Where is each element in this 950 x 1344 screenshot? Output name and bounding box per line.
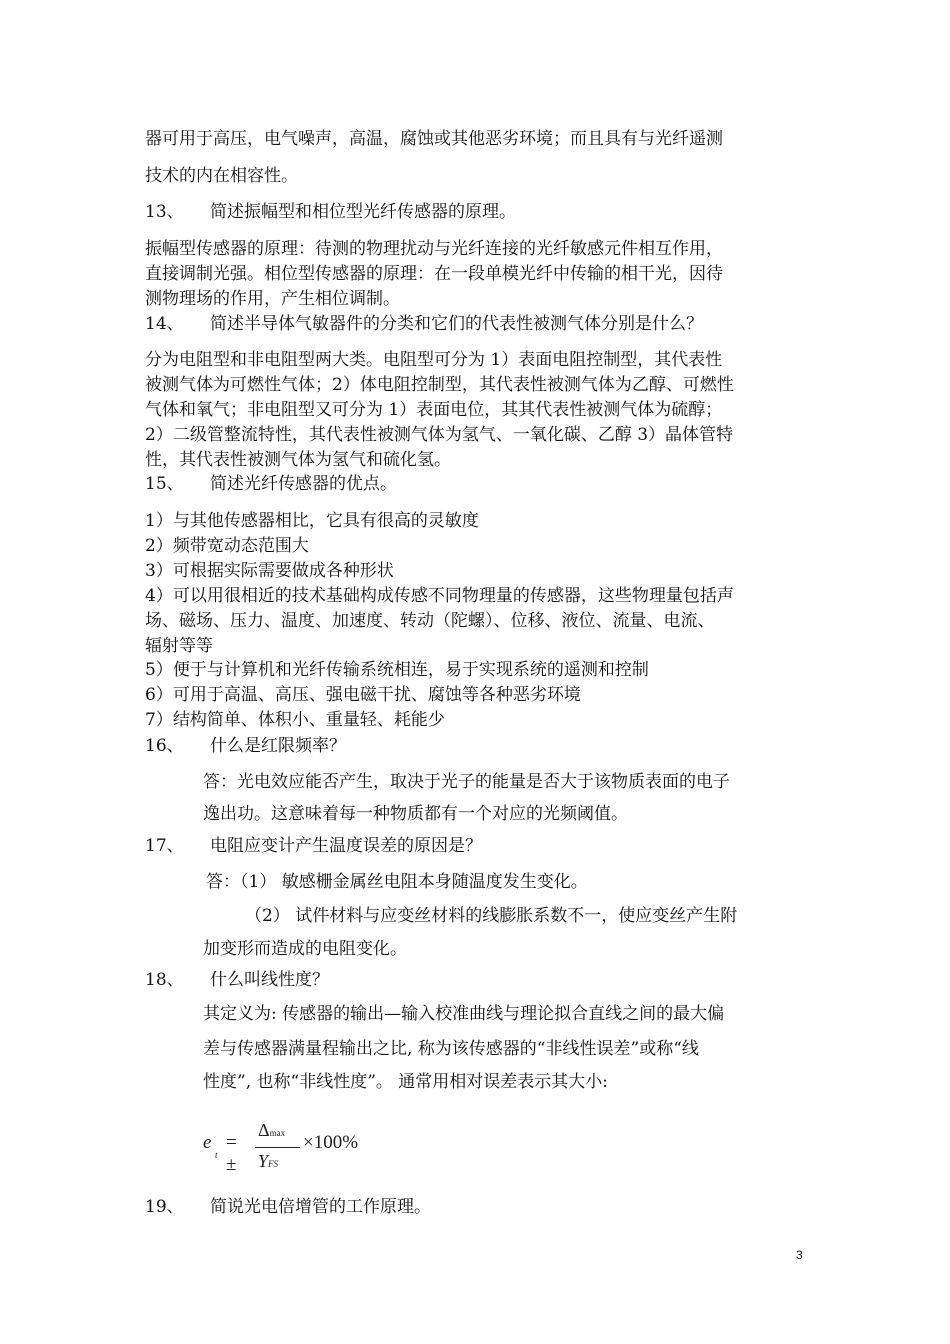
formula-delta: Δ [258, 1120, 270, 1140]
question-text: 简述半导体气敏器件的分类和它们的代表性被测气体分别是什么？ [210, 314, 703, 334]
question-number: 14、 [145, 314, 184, 334]
question-text: 简述振幅型和相位型光纤传感器的原理。 [210, 202, 516, 222]
answer-line: 性度”, 也称“非线性度”。 通常用相对误差表示其大小: [203, 1072, 609, 1092]
answer-line: 振幅型传感器的原理：待测的物理扰动与光纤连接的光纤敏感元件相互作用， [145, 239, 723, 259]
question-13 [145, 200, 516, 225]
question-text: 什么是红限频率？ [210, 736, 346, 756]
answer-line: 差与传感器满量程输出之比, 称为该传感器的“非线性误差”或称“线 [203, 1039, 699, 1059]
question-text: 电阻应变计产生温度误差的原因是？ [210, 836, 482, 856]
answer-line: 2）二级管整流特性，其代表性被测气体为氢气、一氧化碳、乙醇 3）晶体管特 [145, 425, 734, 445]
question-14 [145, 312, 703, 337]
answer-line: 加变形而造成的电阻变化。 [203, 939, 407, 959]
formula-times-100: ×100% [303, 1132, 359, 1153]
formula-subscript-t: t [215, 1150, 218, 1160]
question-number: 19、 [145, 1197, 184, 1217]
list-item: 6）可用于高温、高压、强电磁干扰、腐蚀等各种恶劣环境 [145, 685, 581, 705]
question-text: 简述光纤传感器的优点。 [210, 474, 397, 494]
answer-line: 其定义为: 传感器的输出—输入校准曲线与理论拟合直线之间的最大偏 [203, 1004, 725, 1024]
answer-line: （2） 试件材料与应变丝材料的线膨胀系数不一，使应变丝产生附 [245, 906, 738, 926]
question-number: 13、 [145, 202, 184, 222]
list-item: 2）频带宽动态范围大 [145, 536, 309, 556]
answer-line: 被测气体为可燃性气体；2）体电阻控制型，其代表性被测气体为乙醇、可燃性 [145, 375, 734, 395]
answer-line: 测物理场的作用，产生相位调制。 [145, 289, 400, 309]
list-item: 1）与其他传感器相比，它具有很高的灵敏度 [145, 511, 479, 531]
question-number: 16、 [145, 736, 184, 756]
answer-line: 直接调制光强。相位型传感器的原理：在一段单模光纤中传输的相干光，因待 [145, 264, 723, 284]
question-text: 什么叫线性度？ [210, 970, 329, 990]
formula-fs: FS [268, 1159, 279, 1169]
question-number: 17、 [145, 836, 184, 856]
question-17 [145, 834, 482, 859]
question-16 [145, 734, 346, 759]
formula-numerator [258, 1120, 285, 1141]
list-item: 3）可根据实际需要做成各种形状 [145, 561, 394, 581]
body-text-line: 器可用于高压，电气噪声，高温，腐蚀或其他恶劣环境；而且具有与光纤遥测 [145, 129, 723, 149]
question-19 [145, 1195, 431, 1220]
list-item: 辐射等等 [145, 636, 213, 656]
question-18 [145, 968, 329, 993]
answer-line: 气体和氧气；非电阻型又可分为 1）表面电位，其其代表性被测气体为硫醇； [145, 400, 723, 420]
body-text-line: 技术的内在相容性。 [145, 166, 298, 186]
formula-denominator [258, 1151, 278, 1172]
question-15 [145, 472, 397, 497]
page-number: 3 [796, 1248, 803, 1262]
list-item: 5）便于与计算机和光纤传输系统相连，易于实现系统的遥测和控制 [145, 660, 649, 680]
formula-equals: = ± [226, 1132, 237, 1175]
question-text: 简说光电倍增管的工作原理。 [210, 1197, 431, 1217]
list-item: 7）结构简单、体积小、重量轻、耗能少 [145, 710, 445, 730]
answer-line: 性，其代表性被测气体为氢气和硫化氢。 [145, 450, 451, 470]
list-item: 4）可以用很相近的技术基础构成传感不同物理量的传感器，这些物理量包括声 [145, 586, 734, 606]
answer-line: 答：光电效应能否产生，取决于光子的能量是否大于该物质表面的电子 [203, 772, 730, 792]
answer-line: 答：（1） 敏感栅金属丝电阻本身随温度发生变化。 [206, 872, 588, 892]
list-item: 场、磁场、压力、温度、加速度、转动（陀螺）、位移、液位、流量、电流、 [145, 611, 715, 631]
answer-line: 分为电阻型和非电阻型两大类。电阻型可分为 1）表面电阻控制型，其代表性 [145, 350, 723, 370]
formula-e: e [203, 1132, 212, 1153]
fraction-bar [255, 1147, 300, 1148]
formula-max: max [269, 1128, 286, 1138]
answer-line: 逸出功。这意味着每一种物质都有一个对应的光频阈值。 [203, 804, 628, 824]
question-number: 18、 [145, 970, 184, 990]
question-number: 15、 [145, 474, 184, 494]
formula-y: Y [258, 1151, 269, 1171]
